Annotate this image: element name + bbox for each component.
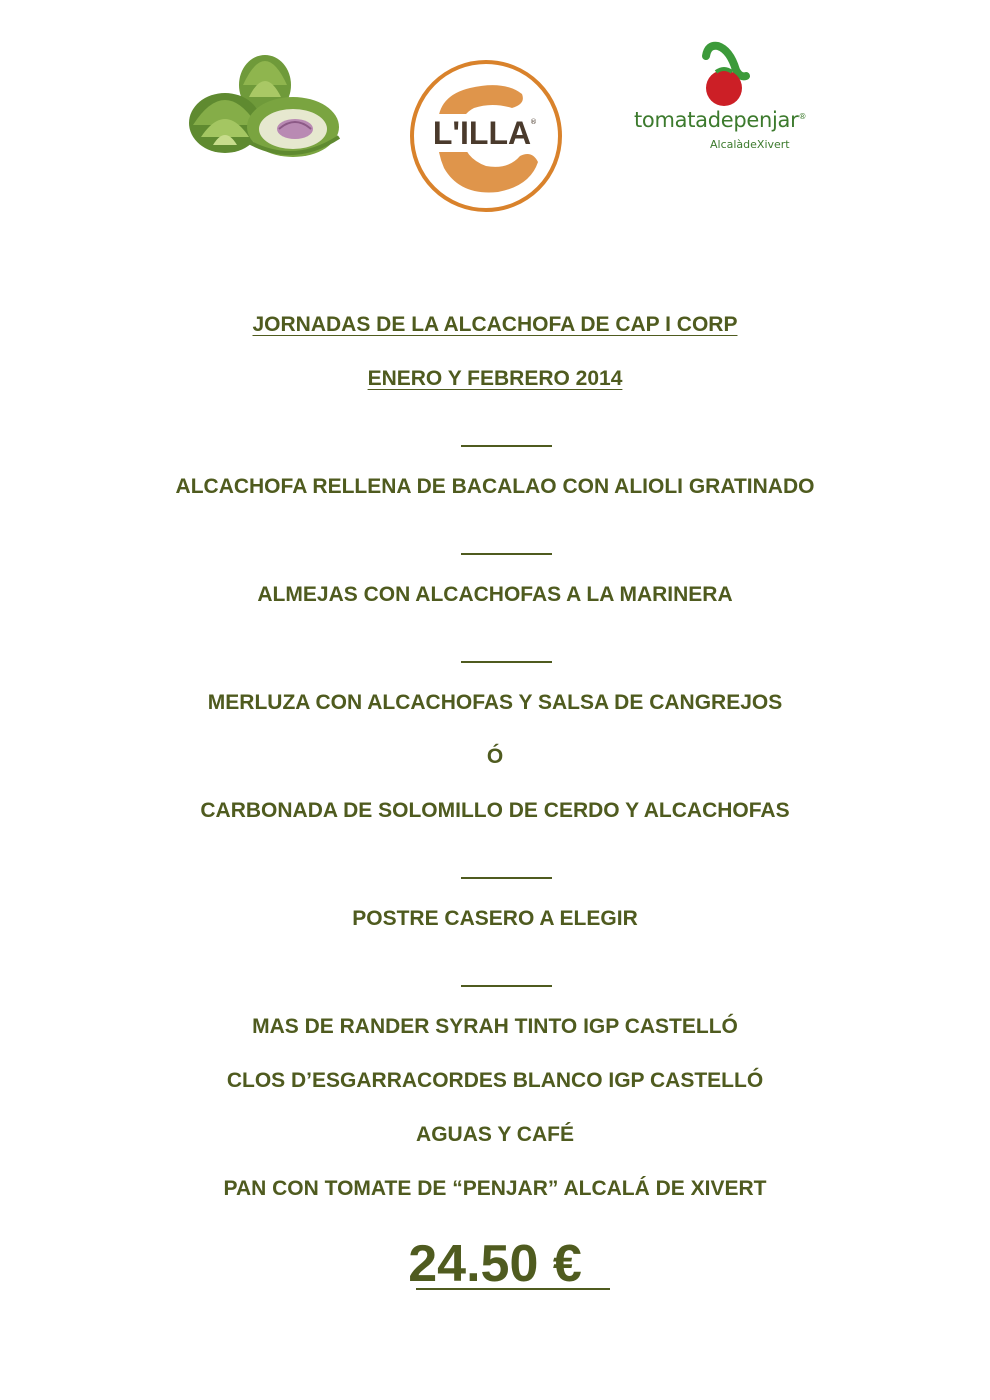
tomata-de-penjar-logo: [628, 40, 818, 160]
menu-dates: ENERO Y FEBRERO 2014: [367, 367, 623, 390]
tomato-icon: [628, 40, 818, 108]
tomata-logo-wordmark: [634, 108, 806, 132]
course-separator: [461, 661, 552, 663]
logo-header: [0, 0, 990, 240]
course-main-or: Ó: [486, 745, 504, 768]
course-separator: [461, 985, 552, 987]
course-separator: [461, 553, 552, 555]
bread: PAN CON TOMATE DE “PENJAR” ALCALÁ DE XIVERT: [223, 1177, 767, 1200]
lilla-logo-text: L'ILLA: [432, 115, 532, 151]
tomata-registered-mark: ®: [798, 112, 807, 121]
menu-price: 24.50 €: [408, 1235, 582, 1293]
lilla-registered-mark: ®: [530, 118, 537, 126]
wine-white: CLOS D’ESGARRACORDES BLANCO IGP CASTELLÓ: [226, 1069, 764, 1092]
course-main-option-b: CARBONADA DE SOLOMILLO DE CERDO Y ALCACHOFAS: [200, 799, 790, 822]
course-dessert: POSTRE CASERO A ELEGIR: [352, 907, 638, 930]
price-underline: [416, 1288, 610, 1290]
tomata-logo-subtitle: AlcalàdeXivert: [710, 138, 790, 151]
course-main-option-a: MERLUZA CON ALCACHOFAS Y SALSA DE CANGREJOS: [207, 691, 783, 714]
course-starter: ALCACHOFA RELLENA DE BACALAO CON ALIOLI GRATINADO: [175, 475, 815, 498]
drinks: AGUAS Y CAFÉ: [416, 1123, 574, 1146]
course-separator: [461, 877, 552, 879]
course-second: ALMEJAS CON ALCACHOFAS A LA MARINERA: [257, 583, 733, 606]
tomata-logo-text: tomatadepenjar: [634, 108, 799, 132]
lilla-logo: [408, 58, 564, 214]
course-separator: [461, 445, 552, 447]
menu-title: JORNADAS DE LA ALCACHOFA DE CAP I CORP: [252, 313, 738, 336]
wine-red: MAS DE RANDER SYRAH TINTO IGP CASTELLÓ: [252, 1015, 738, 1038]
artichoke-icon: [183, 45, 345, 167]
